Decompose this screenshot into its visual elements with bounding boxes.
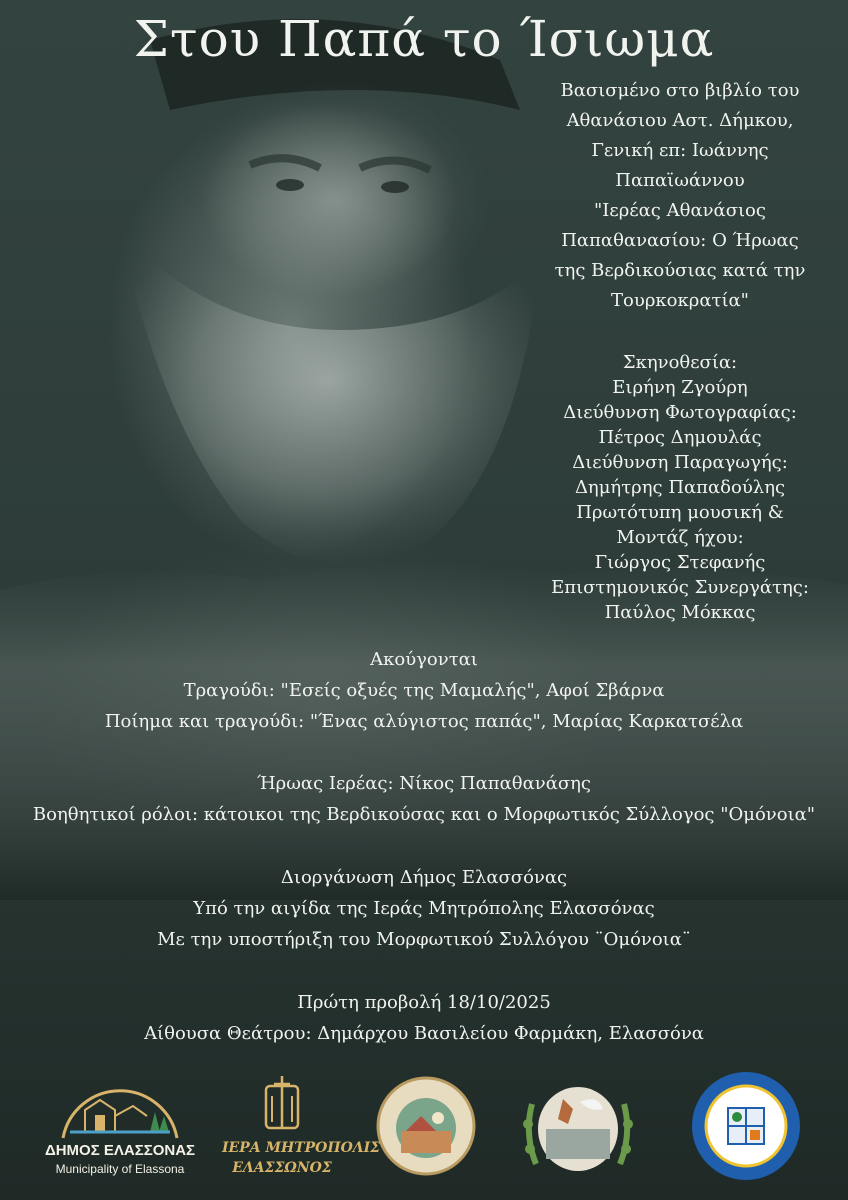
crew-line: Παύλος Μόκκας [604, 602, 756, 623]
organization-line: Διοργάνωση Δήμος Ελασσόνας [280, 867, 568, 888]
source-credits [520, 76, 840, 316]
songs-section [0, 644, 848, 737]
metropolis-line1: ΙΕΡΑ ΜΗΤΡΟΠΟΛΙΣ [222, 1140, 381, 1156]
organization-section [0, 862, 848, 955]
credit-line: Παπαϊωάννου [615, 170, 745, 191]
municipality-name: ΔΗΜΟΣ ΕΛΑΣΣΟΝΑΣ [44, 1142, 196, 1159]
song-line: Τραγούδι: "Εσείς οξυές της Μαμαλής", Αφοί Σβάρνα [183, 680, 665, 701]
metropolis-emblem [262, 1076, 302, 1132]
crew-line: Ειρήνη Ζγούρη [612, 377, 748, 398]
songs-heading: Ακούγονται [370, 649, 478, 670]
verdikousa-association-logo [518, 1074, 638, 1184]
credit-line: Βασισμένο στο βιβλίο του [560, 80, 800, 101]
screening-section [0, 987, 848, 1049]
crew-line: Επιστημονικός Συνεργάτης: [551, 577, 809, 598]
credit-line: της Βερδικούσιας κατά την [554, 260, 806, 281]
cast-section [0, 768, 848, 830]
crew-line: Πρωτότυπη μουσική & [576, 502, 784, 523]
crew-credits [520, 350, 840, 625]
credit-line: "Ιερέας Αθανάσιος [594, 200, 766, 221]
crew-line: Πέτρος Δημουλάς [598, 427, 762, 448]
organization-line: Με την υποστήριξη του Μορφωτικού Συλλόγου ¨Ομόνοια¨ [157, 929, 691, 950]
metropolis-line2: ΕΛΑΣΣΩΝΟΣ [232, 1160, 332, 1176]
primary-school-logo [690, 1070, 802, 1182]
crew-line: Σκηνοθεσία: [622, 352, 738, 373]
cast-line: Ήρωας Ιερέας: Νίκος Παπαθανάσης [256, 773, 592, 794]
cast-line: Βοηθητικοί ρόλοι: κάτοικοι της Βερδικούσας και ο Μορφωτικός Σύλλογος "Ομόνοια" [32, 804, 816, 825]
screening-venue: Αίθουσα Θεάτρου: Δημάρχου Βασιλείου Φαρμάκη, Ελασσόνα [144, 1023, 704, 1044]
screening-date: Πρώτη προβολή 18/10/2025 [297, 992, 551, 1013]
song-line: Ποίημα και τραγούδι: "Ένας αλύγιστος παπάς", Μαρίας Καρκατσέλα [104, 711, 744, 732]
crew-line: Γιώργος Στεφανής [594, 552, 766, 573]
page-title: Στου Παπά το Ίσιωμα [133, 10, 715, 68]
municipality-logo [55, 1070, 185, 1142]
cultural-association-logo [376, 1076, 476, 1176]
crew-line: Διεύθυνση Παραγωγής: [572, 452, 788, 473]
crew-line: Διεύθυνση Φωτογραφίας: [563, 402, 797, 423]
crew-line: Δημήτρης Παπαδούλης [574, 477, 786, 498]
credit-line: Αθανάσιου Αστ. Δήμκου, [566, 110, 794, 131]
credit-line: Τουρκοκρατία" [611, 290, 749, 311]
crew-line: Μοντάζ ήχου: [616, 527, 744, 548]
credit-line: Γενική επ: Ιωάννης [591, 140, 769, 161]
sponsor-logos [0, 1070, 848, 1200]
organization-line: Υπό την αιγίδα της Ιεράς Μητρόπολης Ελασσόνας [193, 898, 655, 919]
credit-line: Παπαθανασίου: Ο Ήρωας [561, 230, 799, 251]
municipality-subtitle: Municipality of Elassona [55, 1162, 185, 1176]
